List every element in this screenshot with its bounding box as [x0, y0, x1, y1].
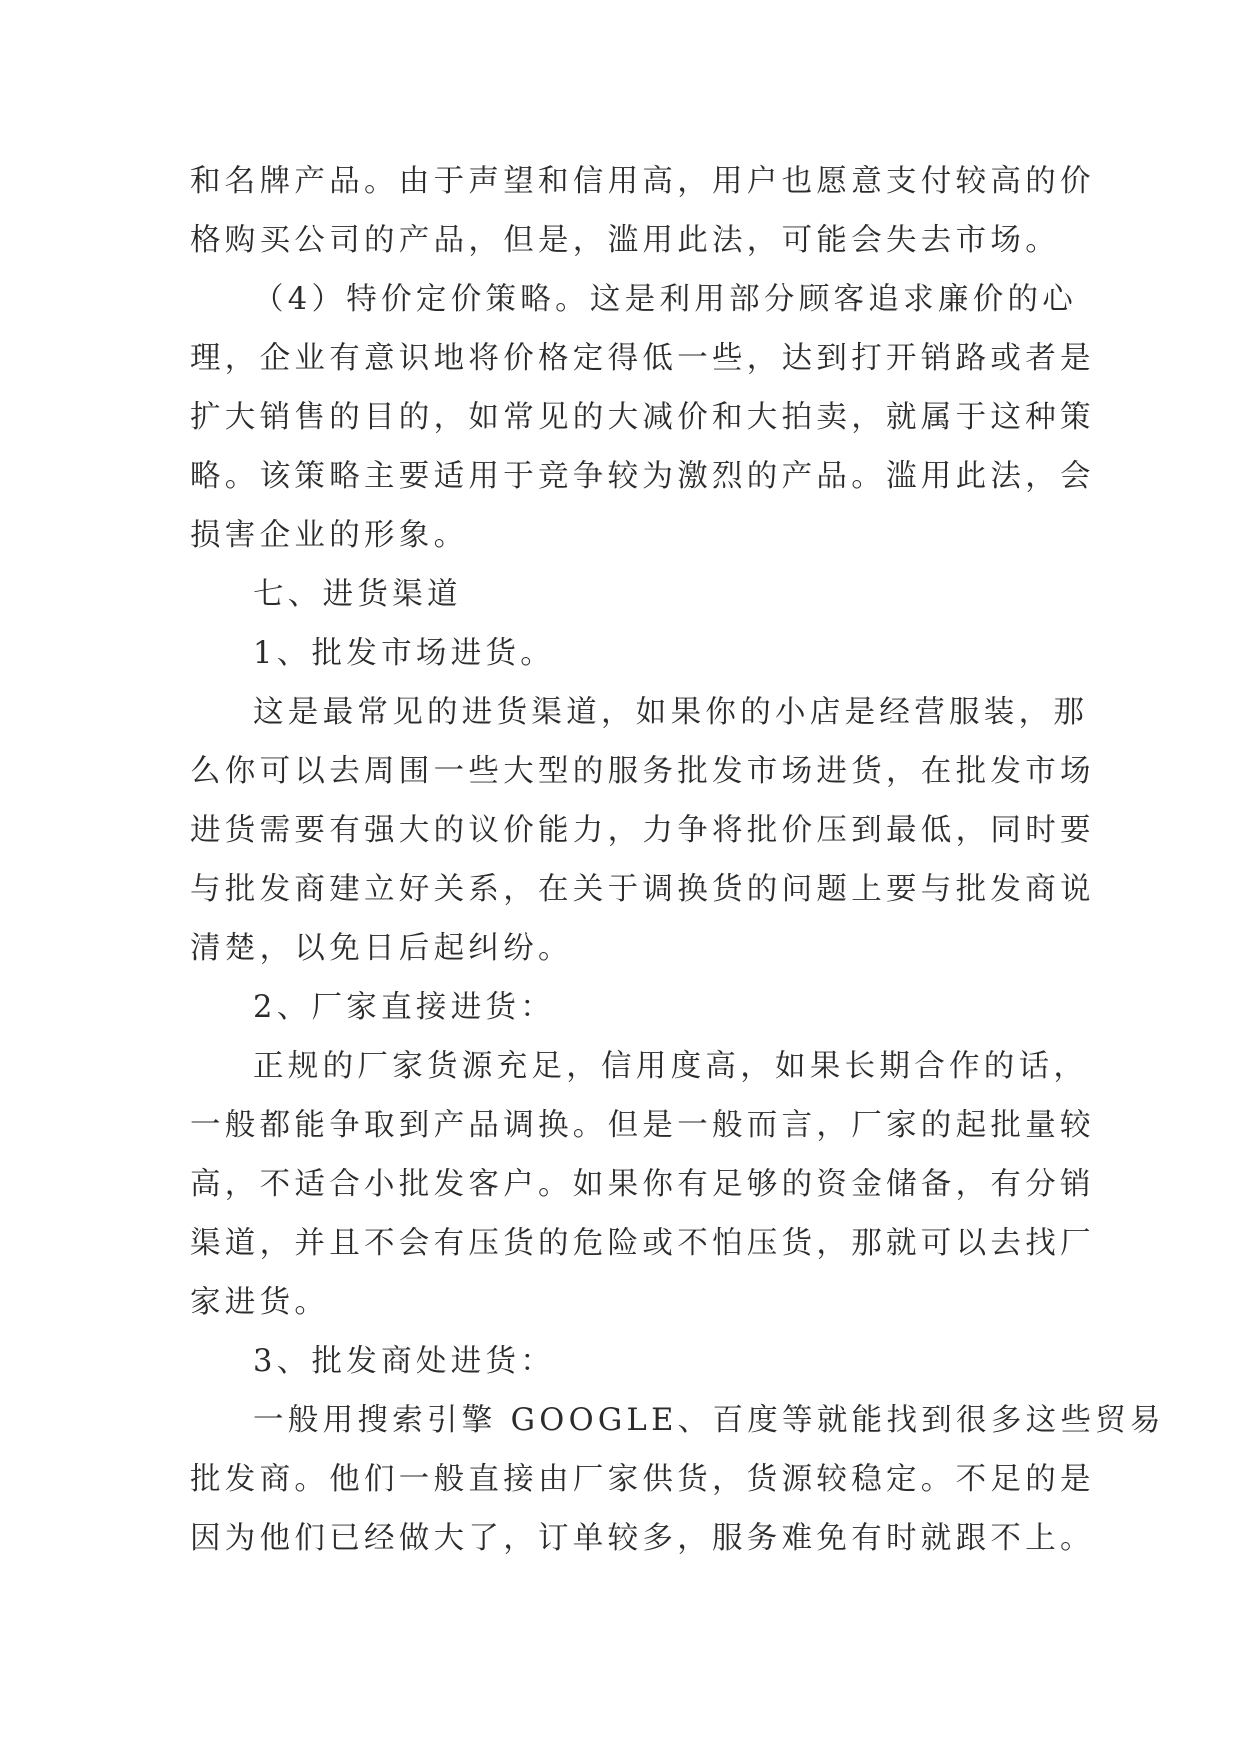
text-line: 这是最常见的进货渠道，如果你的小店是经营服装，那	[253, 695, 1089, 730]
text-line: 略。该策略主要适用于竞争较为激烈的产品。滥用此法，会	[190, 459, 1095, 494]
text-line: 3、批发商处进货：	[253, 1344, 556, 1379]
text-line: 一般都能争取到产品调换。但是一般而言，厂家的起批量较	[190, 1108, 1095, 1143]
text-line: 家进货。	[190, 1285, 330, 1320]
text-line: 因为他们已经做大了，订单较多，服务难免有时就跟不上。	[190, 1521, 1095, 1556]
text-line: 一般用搜索引擎 GOOGLE、百度等就能找到很多这些贸易	[253, 1403, 1165, 1438]
body-text	[190, 152, 1165, 1568]
text-line: 清楚，以免日后起纠纷。	[190, 931, 573, 966]
text-line: 么你可以去周围一些大型的服务批发市场进货，在批发市场	[190, 754, 1095, 789]
text-line: 七、进货渠道	[253, 577, 462, 612]
text-line: 高，不适合小批发客户。如果你有足够的资金储备，有分销	[190, 1167, 1095, 1202]
text-line: 2、厂家直接进货：	[253, 990, 556, 1025]
text-line: （4）特价定价策略。这是利用部分顾客追求廉价的心	[253, 282, 1078, 317]
text-line: 与批发商建立好关系，在关于调换货的问题上要与批发商说	[190, 872, 1095, 907]
text-line: 理，企业有意识地将价格定得低一些，达到打开销路或者是	[190, 341, 1095, 376]
text-line: 进货需要有强大的议价能力，力争将批价压到最低，同时要	[190, 813, 1095, 848]
text-line: 和名牌产品。由于声望和信用高，用户也愿意支付较高的价	[190, 164, 1095, 199]
text-line: 渠道，并且不会有压货的危险或不怕压货，那就可以去找厂	[190, 1226, 1095, 1261]
text-line: 格购买公司的产品，但是，滥用此法，可能会失去市场。	[190, 223, 1060, 258]
text-line: 批发商。他们一般直接由厂家供货，货源较稳定。不足的是	[190, 1462, 1095, 1497]
text-line: 1、批发市场进货。	[253, 636, 556, 671]
text-line: 扩大销售的目的，如常见的大减价和大拍卖，就属于这种策	[190, 400, 1095, 435]
text-line: 正规的厂家货源充足，信用度高，如果长期合作的话，	[253, 1049, 1089, 1084]
text-line: 损害企业的形象。	[190, 518, 469, 553]
